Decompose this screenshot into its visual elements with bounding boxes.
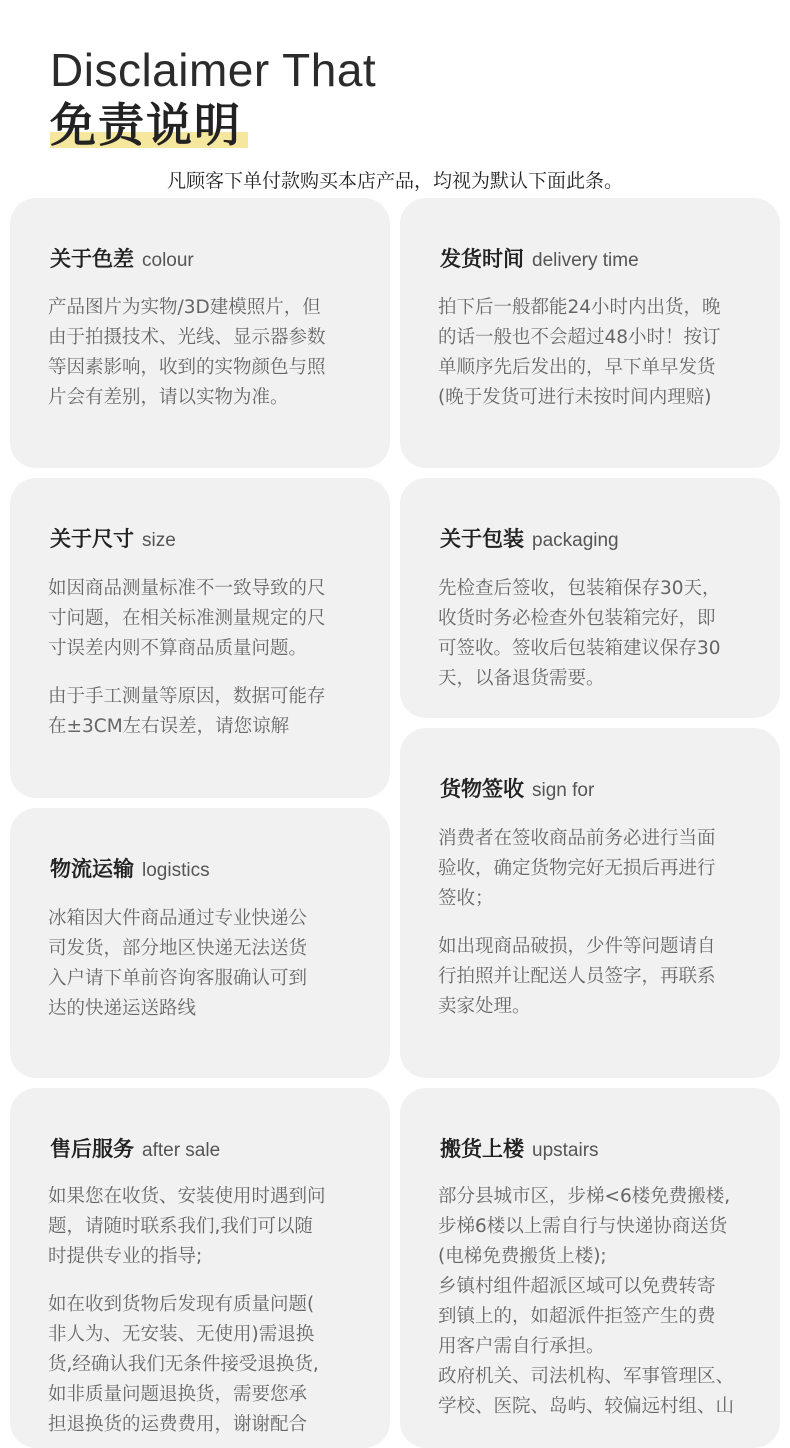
- card-text-line: 用客户需自行承担。: [438, 1336, 605, 1357]
- card-paragraph: [438, 574, 758, 694]
- card-upstairs-title-cn: 搬货上楼: [440, 1137, 524, 1161]
- card-upstairs-title: [440, 1134, 599, 1166]
- page-title-cn: 免责说明: [50, 98, 242, 152]
- card-text-line: 乡镇村组件超派区域可以免费转寄: [438, 1276, 716, 1297]
- card-paragraph: [438, 293, 758, 413]
- card-logistics-title-cn: 物流运输: [50, 857, 134, 881]
- card-text-line: 的话一般也不会超过48小时！按订: [438, 327, 721, 348]
- card-text-line: 拍下后一般都能24小时内出货，晚: [438, 297, 721, 318]
- card-text-line: 行拍照并让配送人员签字，再联系: [438, 966, 716, 987]
- card-text-line: 产品图片为实物/3D建模照片，但: [48, 297, 321, 318]
- card-text-line: 卖家处理。: [438, 996, 531, 1017]
- card-text-line: 验收，确定货物完好无损后再进行: [438, 858, 716, 879]
- card-text-line: 部分县城市区，步梯<6楼免费搬楼,: [438, 1186, 731, 1207]
- card-text-line: 非人为、无安装、无使用)需退换: [48, 1324, 315, 1345]
- card-text-line: 如因商品测量标准不一致导致的尺: [48, 578, 326, 599]
- card-colour: [10, 198, 390, 468]
- card-text-line: 单顺序先后发出的，早下单早发货: [438, 357, 716, 378]
- card-text-line: 如在收到货物后发现有质量问题(: [48, 1294, 315, 1315]
- card-size-title-en: size: [142, 530, 176, 551]
- card-delivery-title-en: delivery time: [532, 250, 639, 271]
- card-after-sale-title: [50, 1134, 220, 1166]
- card-text-line: 寸问题，在相关标准测量规定的尺: [48, 608, 326, 629]
- card-colour-body: [48, 293, 368, 413]
- card-after-sale: [10, 1088, 390, 1448]
- card-paragraph: [48, 682, 368, 742]
- card-text-line: 学校、医院、岛屿、较偏远村组、山: [438, 1396, 735, 1417]
- card-text-line: 天，以备退货需要。: [438, 668, 605, 689]
- card-paragraph: [48, 1182, 368, 1272]
- card-sign-title: [440, 774, 594, 806]
- card-colour-title-cn: 关于色差: [50, 247, 134, 271]
- card-text-line: 如果您在收货、安装使用时遇到问: [48, 1186, 326, 1207]
- card-text-line: 等因素影响，收到的实物颜色与照: [48, 357, 326, 378]
- card-logistics-title: [50, 854, 210, 886]
- card-sign-title-cn: 货物签收: [440, 777, 524, 801]
- card-delivery-body: [438, 293, 758, 413]
- card-paragraph: [438, 824, 758, 914]
- card-text-line: 货,经确认我们无条件接受退换货,: [48, 1354, 319, 1375]
- card-text-line: 片会有差别，请以实物为准。: [48, 387, 289, 408]
- card-sign-body: [438, 824, 758, 1022]
- page-title-cn-wrap: [50, 96, 242, 156]
- card-after-sale-title-en: after sale: [142, 1140, 221, 1161]
- card-text-line: 如出现商品破损，少件等问题请自: [438, 936, 716, 957]
- card-colour-title: [50, 244, 194, 276]
- card-text-line: 司发货，部分地区快递无法送货: [48, 938, 308, 959]
- card-delivery-title-cn: 发货时间: [440, 247, 524, 271]
- card-paragraph: [48, 904, 368, 1024]
- card-logistics-title-en: logistics: [142, 860, 210, 881]
- card-text-line: 消费者在签收商品前务必进行当面: [438, 828, 716, 849]
- card-after-sale-body: [48, 1182, 368, 1440]
- card-size-title-cn: 关于尺寸: [50, 527, 134, 551]
- card-paragraph: [48, 1290, 368, 1440]
- card-text-line: 先检查后签收，包装箱保存30天，: [438, 578, 721, 599]
- card-packaging-title: [440, 524, 619, 556]
- card-paragraph: [438, 1182, 758, 1422]
- card-text-line: 冰箱因大件商品通过专业快递公: [48, 908, 308, 929]
- card-paragraph: [438, 932, 758, 1022]
- card-packaging: [400, 478, 780, 718]
- card-delivery-title: [440, 244, 639, 276]
- card-text-line: 签收；: [438, 888, 494, 909]
- card-after-sale-title-cn: 售后服务: [50, 1137, 134, 1161]
- card-text-line: (晚于发货可进行未按时间内理赔): [438, 387, 712, 408]
- card-text-line: 由于手工测量等原因，数据可能存: [48, 686, 326, 707]
- card-text-line: 由于拍摄技术、光线、显示器参数: [48, 327, 326, 348]
- card-upstairs-body: [438, 1182, 758, 1422]
- card-text-line: 到镇上的，如超派件拒签产生的费: [438, 1306, 716, 1327]
- card-text-line: 可签收。签收后包装箱建议保存30: [438, 638, 721, 659]
- card-text-line: 题，请随时联系我们,我们可以随: [48, 1216, 313, 1237]
- card-text-line: 担退换货的运费费用，谢谢配合: [48, 1414, 308, 1435]
- card-text-line: 步梯6楼以上需自行与快递协商送货: [438, 1216, 728, 1237]
- card-upstairs-title-en: upstairs: [532, 1140, 599, 1161]
- card-logistics: [10, 808, 390, 1078]
- card-upstairs: [400, 1088, 780, 1448]
- card-text-line: 收货时务必检查外包装箱完好，即: [438, 608, 716, 629]
- card-text-line: 时提供专业的指导;: [48, 1246, 203, 1267]
- card-colour-title-en: colour: [142, 250, 194, 271]
- card-logistics-body: [48, 904, 368, 1024]
- card-text-line: 在±3CM左右误差，请您谅解: [48, 716, 290, 737]
- card-sign-title-en: sign for: [532, 780, 595, 801]
- card-text-line: 寸误差内则不算商品质量问题。: [48, 638, 308, 659]
- card-text-line: 达的快递运送路线: [48, 998, 197, 1019]
- card-text-line: 入户请下单前咨询客服确认可到: [48, 968, 308, 989]
- card-size-title: [50, 524, 176, 556]
- card-packaging-title-cn: 关于包装: [440, 527, 524, 551]
- card-packaging-title-en: packaging: [532, 530, 619, 551]
- card-paragraph: [48, 574, 368, 664]
- card-sign: [400, 728, 780, 1078]
- page-title-en: Disclaimer That: [50, 44, 377, 96]
- card-text-line: 如非质量问题退换货，需要您承: [48, 1384, 308, 1405]
- card-text-line: 政府机关、司法机构、军事管理区、: [438, 1366, 735, 1387]
- card-size: [10, 478, 390, 798]
- card-text-line: (电梯免费搬货上楼);: [438, 1246, 607, 1267]
- card-paragraph: [48, 293, 368, 413]
- intro-text: 凡顾客下单付款购买本店产品，均视为默认下面此条。: [166, 170, 623, 192]
- card-size-body: [48, 574, 368, 742]
- card-delivery: [400, 198, 780, 468]
- card-packaging-body: [438, 574, 758, 694]
